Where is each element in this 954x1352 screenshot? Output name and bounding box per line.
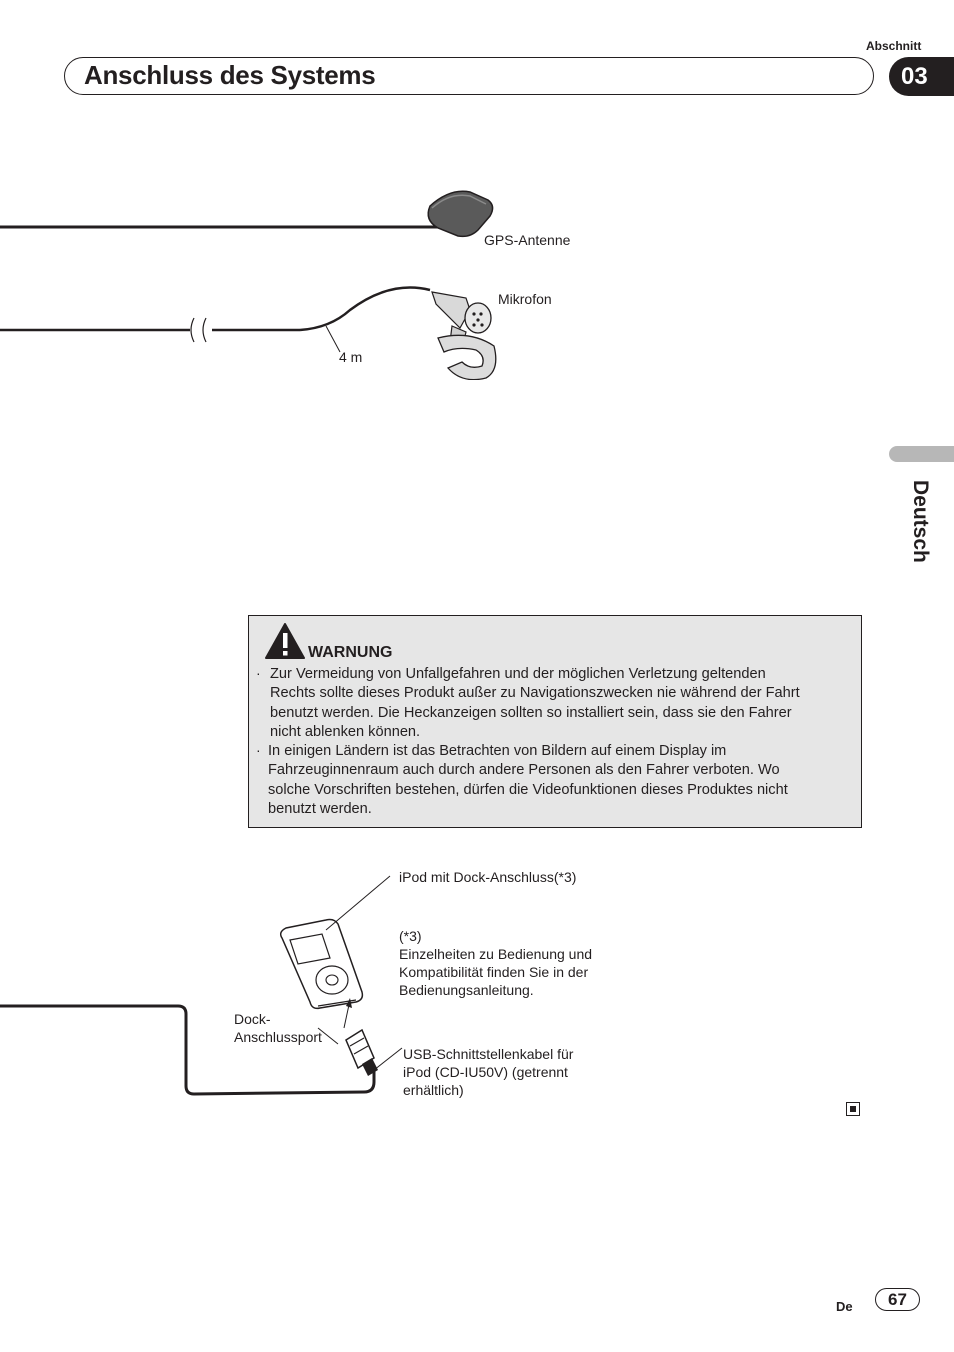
page-title: Anschluss des Systems: [84, 60, 376, 90]
gps-antenna-label: GPS-Antenne: [484, 232, 571, 248]
warning-item-1: [270, 665, 800, 743]
antenna-microphone-diagram: [0, 180, 520, 380]
section-number-badge: 03: [889, 57, 954, 96]
dock-port-line: Anschlussport: [234, 1029, 322, 1045]
section-label: Abschnitt: [866, 39, 922, 53]
usb-cable-line: USB-Schnittstellenkabel für: [403, 1046, 574, 1062]
usb-cable-line: iPod (CD-IU50V) (getrennt: [403, 1064, 568, 1080]
language-tab-marker: [889, 446, 954, 462]
warning-triangle-icon: [264, 622, 306, 660]
note-line: Bedienungsanleitung.: [399, 982, 534, 998]
dock-port-line: Dock-: [234, 1011, 271, 1027]
warning-line: In einigen Ländern ist das Betrachten von Bildern auf einem Display im: [268, 743, 727, 759]
warning-line: nicht ablenken können.: [270, 724, 421, 741]
warning-line: benutzt werden.: [268, 801, 372, 818]
warning-line: solche Vorschriften bestehen, dürfen die Videofunktionen dieses Produktes nicht: [268, 781, 788, 798]
ipod-connection-diagram: [0, 860, 420, 1110]
note-block: [399, 927, 592, 999]
gps-antenna-icon: [428, 191, 492, 236]
footer-language: De: [836, 1299, 853, 1314]
page-number: 67: [875, 1288, 920, 1311]
warning-line: Rechts sollte dieses Produkt außer zu Navigationszwecken nie während der Fahrt: [270, 685, 800, 702]
microphone-cable: [0, 288, 430, 353]
end-of-section-icon: [846, 1102, 860, 1116]
usb-cable-label: [403, 1045, 573, 1099]
microphone-icon: [432, 292, 496, 380]
warning-line: Zur Vermeidung von Unfallgefahren und der möglichen Verletzung geltenden: [270, 666, 766, 682]
warning-title: WARNUNG: [308, 644, 393, 661]
warning-bullet: ·: [256, 742, 261, 758]
note-reference: (*3): [399, 928, 422, 944]
ipod-label: iPod mit Dock-Anschluss(*3): [399, 869, 577, 885]
warning-line: Fahrzeuginnenraum auch durch andere Personen als den Fahrer verboten. Wo: [268, 762, 780, 779]
warning-line: benutzt werden. Die Heckanzeigen sollten so installiert sein, dass sie den Fahrer: [270, 704, 792, 721]
microphone-label: Mikrofon: [498, 291, 552, 307]
note-line: Kompatibilität finden Sie in der: [399, 964, 589, 980]
usb-cable-line: erhältlich): [403, 1082, 464, 1098]
note-line: Einzelheiten zu Bedienung und: [399, 946, 593, 962]
warning-bullet: ·: [256, 665, 261, 681]
ipod-icon: [281, 920, 363, 1009]
warning-item-2: [268, 742, 788, 820]
dock-connector-icon: [346, 1030, 378, 1076]
language-tab-label: Deutsch: [909, 480, 932, 563]
cable-length-label: 4 m: [339, 349, 363, 365]
dock-port-label: [234, 1010, 322, 1046]
